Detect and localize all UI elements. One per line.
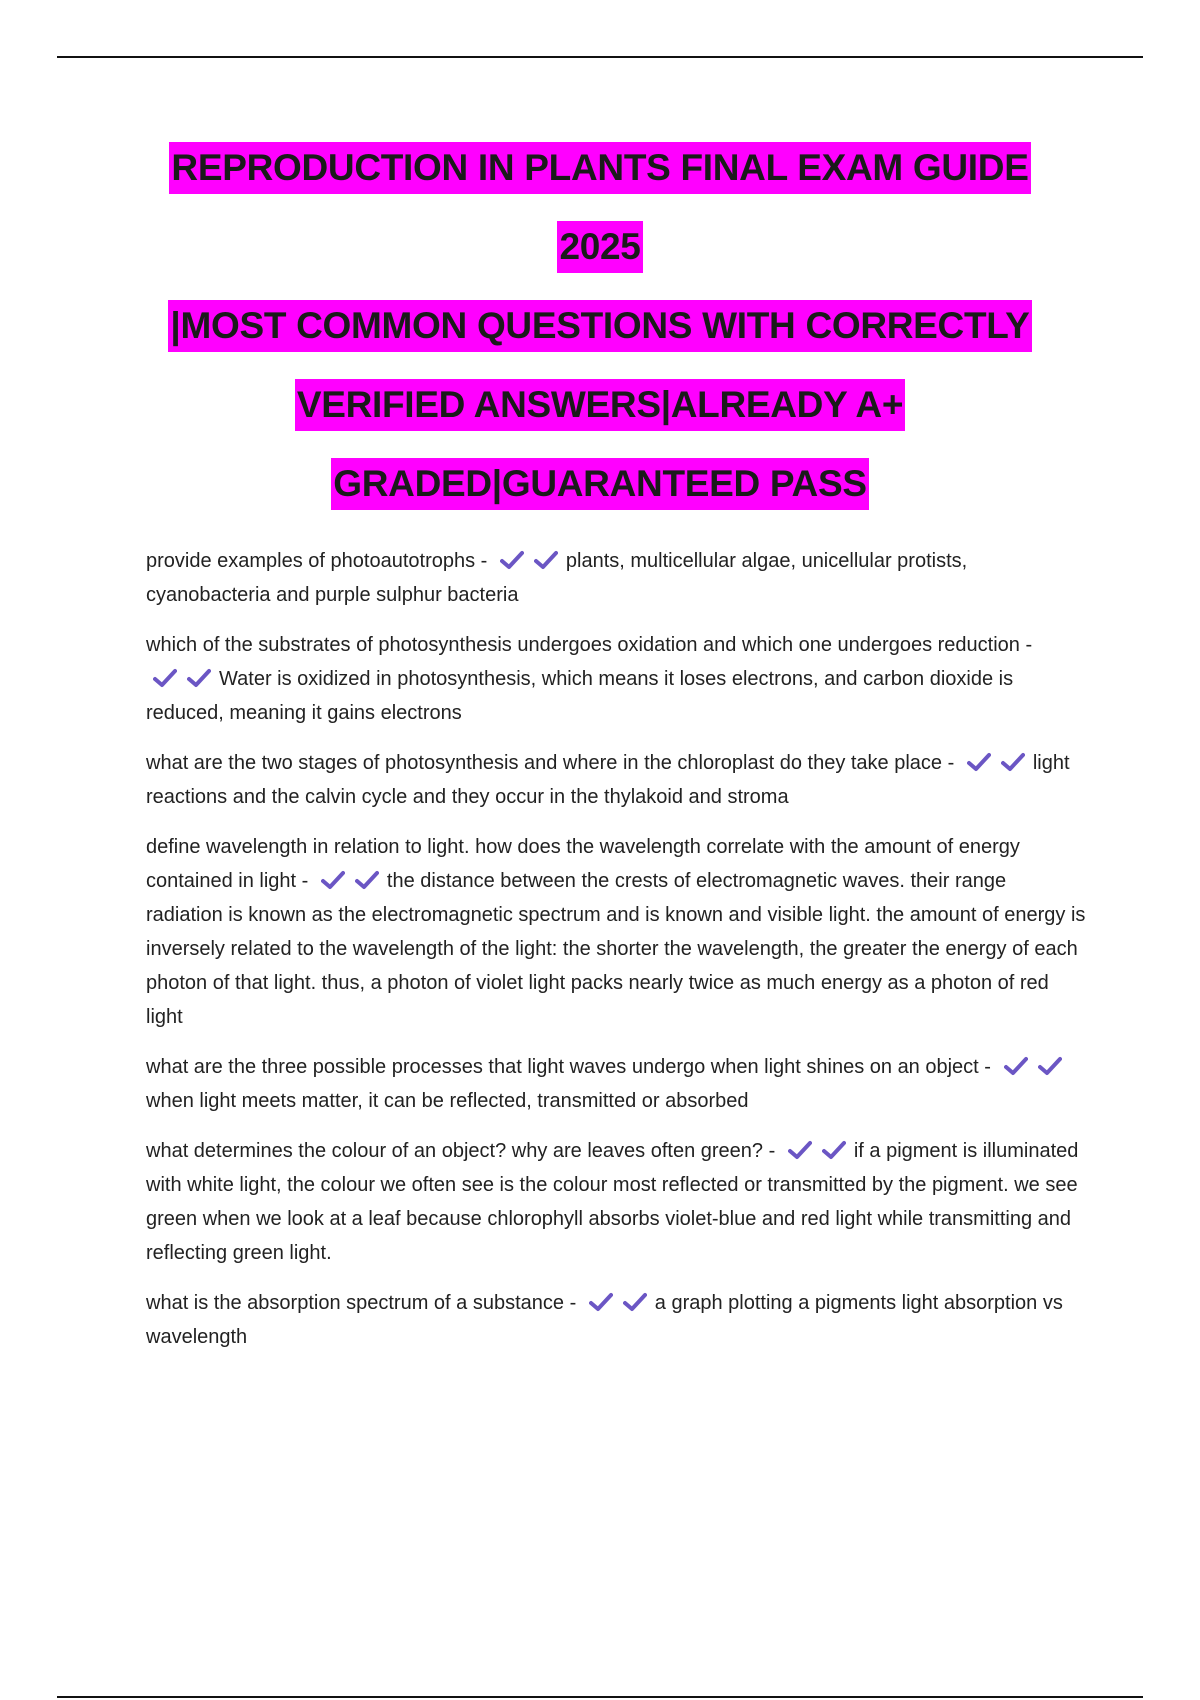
title-line [0, 458, 1200, 537]
checkmark-icon [321, 870, 345, 890]
qa-item [146, 544, 1086, 612]
document-title [0, 142, 1200, 537]
question-text: what are the three possible processes that light waves undergo when light shines on an object [146, 1056, 979, 1078]
checkmark-icon [623, 1292, 647, 1312]
answer-text: light reactions and the calvin cycle and they occur in the thylakoid and stroma [146, 752, 1070, 808]
title-line-text: GRADED|GUARANTEED PASS [331, 458, 868, 510]
checkmark-icon [1001, 752, 1025, 772]
checkmark-icon [534, 550, 558, 570]
checkmark-icon [1038, 1056, 1062, 1076]
qa-item [146, 1050, 1086, 1118]
checkmark-icon [788, 1140, 812, 1160]
title-line [0, 300, 1200, 379]
question-text: what determines the colour of an object? why are leaves often green? [146, 1140, 764, 1162]
double-checkmark [999, 1050, 1067, 1084]
separator: - [1019, 634, 1033, 656]
double-checkmark [148, 662, 216, 696]
double-checkmark [783, 1134, 851, 1168]
double-checkmark [962, 746, 1030, 780]
bottom-rule [57, 1696, 1143, 1698]
separator: - [296, 870, 314, 892]
answer-text: the distance between the crests of electromagnetic waves. their range radiation is known as the electromagnetic spectrum and is known and visible light. the amount of energy is inversely related to the wavelength of the light: the shorter the wavelength, the greater the energy of each photon of that light. thus, a photon of violet light packs nearly twice as much energy as a photon of red light [146, 870, 1086, 1028]
checkmark-icon [967, 752, 991, 772]
question-text: what are the two stages of photosynthesis and where in the chloroplast do they take place [146, 752, 943, 774]
answer-text: if a pigment is illuminated with white light, the colour we often see is the colour most reflected or transmitted by the pigment. we see green when we look at a leaf because chlorophyll absorbs violet-blue and red light while transmitting and reflecting green light. [146, 1140, 1079, 1264]
question-text: which of the substrates of photosynthesis undergoes oxidation and which one undergoes reduction [146, 634, 1020, 656]
question-text: what is the absorption spectrum of a substance [146, 1292, 565, 1314]
checkmark-icon [589, 1292, 613, 1312]
checkmark-icon [355, 870, 379, 890]
qa-item [146, 628, 1086, 730]
qa-list [146, 544, 1086, 1370]
checkmark-icon [1004, 1056, 1028, 1076]
answer-text: plants, multicellular algae, unicellular protists, cyanobacteria and purple sulphur bacteria [146, 550, 968, 606]
double-checkmark [495, 544, 563, 578]
qa-item [146, 746, 1086, 814]
checkmark-icon [822, 1140, 846, 1160]
title-line [0, 221, 1200, 300]
qa-item [146, 1134, 1086, 1270]
checkmark-icon [187, 668, 211, 688]
separator: - [978, 1056, 997, 1078]
answer-text: a graph plotting a pigments light absorption vs wavelength [146, 1292, 1063, 1348]
title-line [0, 379, 1200, 458]
title-line-text: 2025 [557, 221, 642, 273]
qa-item [146, 1286, 1086, 1354]
title-line-text: REPRODUCTION IN PLANTS FINAL EXAM GUIDE [169, 142, 1030, 194]
title-line-text: |MOST COMMON QUESTIONS WITH CORRECTLY [168, 300, 1031, 352]
separator: - [763, 1140, 781, 1162]
answer-text: Water is oxidized in photosynthesis, which means it loses electrons, and carbon dioxide is reduced, meaning it gains electrons [146, 668, 1014, 724]
question-text: define wavelength in relation to light. how does the wavelength correlate with the amount of energy contained in light [146, 836, 1020, 892]
separator: - [564, 1292, 582, 1314]
question-text: provide examples of photoautotrophs [146, 550, 476, 572]
checkmark-icon [500, 550, 524, 570]
separator: - [942, 752, 960, 774]
title-line-text: VERIFIED ANSWERS|ALREADY A+ [295, 379, 905, 431]
double-checkmark [584, 1286, 652, 1320]
checkmark-icon [153, 668, 177, 688]
answer-text: when light meets matter, it can be reflected, transmitted or absorbed [146, 1090, 749, 1112]
title-line [0, 142, 1200, 221]
qa-item [146, 830, 1086, 1034]
separator: - [475, 550, 493, 572]
top-rule [57, 56, 1143, 58]
double-checkmark [316, 864, 384, 898]
